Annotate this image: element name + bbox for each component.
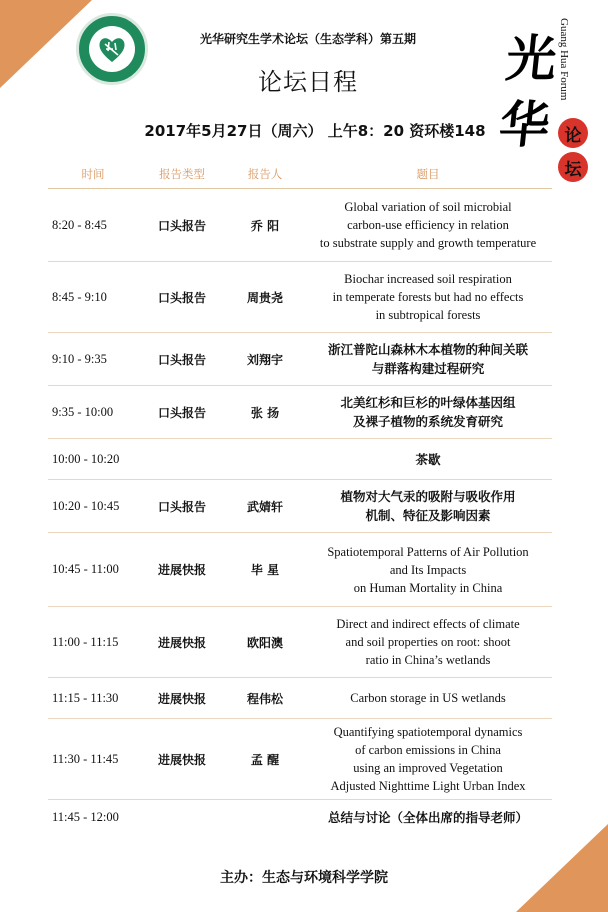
- topic-line: carbon-use efficiency in relation: [347, 218, 509, 232]
- topic-line: of carbon emissions in China: [355, 743, 501, 757]
- type-cell: 口头报告: [157, 290, 206, 305]
- organizer: 主办：生态与环境科学学院: [220, 870, 388, 886]
- table-header: [48, 160, 552, 189]
- topic-cell: [304, 723, 552, 795]
- topic-line: in temperate forests but had no effects: [332, 290, 524, 304]
- topic-line: and soil properties on root: shoot: [345, 635, 511, 649]
- time-cell: 11:15 - 11:30: [52, 690, 119, 705]
- type-cell: 口头报告: [157, 405, 206, 420]
- table-row: [48, 386, 552, 439]
- red-seal-icon: 论: [558, 118, 588, 148]
- topic-cell: [304, 393, 552, 431]
- leaf-heart-icon: [89, 26, 135, 72]
- time-cell: 10:45 - 11:00: [52, 562, 119, 576]
- topic-line: 机制、特征及影响因素: [365, 508, 491, 523]
- topic-cell: [304, 543, 552, 597]
- table-row: [48, 678, 552, 719]
- topic-cell: [304, 615, 552, 669]
- type-cell: 口头报告: [157, 218, 206, 233]
- header-type: 报告类型: [159, 167, 205, 181]
- calligraphy-title: 光 华: [496, 29, 560, 154]
- time-cell: 10:20 - 10:45: [52, 498, 120, 513]
- speaker-cell: 张 扬: [250, 405, 280, 420]
- topic-cell: [304, 689, 552, 707]
- topic-line: Spatiotemporal Patterns of Air Pollution: [327, 544, 529, 559]
- table-row: [48, 480, 552, 533]
- speaker-cell: 程伟松: [246, 691, 283, 706]
- topic-cell: [304, 487, 552, 525]
- topic-cell: [304, 270, 552, 324]
- type-cell: 口头报告: [157, 352, 206, 367]
- topic-line: Carbon storage in US wetlands: [350, 691, 506, 705]
- speaker-cell: 周贵尧: [246, 290, 283, 305]
- speaker-cell: 武婧轩: [246, 499, 283, 514]
- table-row: [48, 800, 552, 834]
- table-row: [48, 439, 552, 480]
- topic-line: in subtropical forests: [375, 308, 481, 322]
- time-cell: 11:30 - 11:45: [52, 751, 119, 766]
- table-row: [48, 533, 552, 607]
- topic-line: and Its Impacts: [389, 562, 467, 577]
- topic-cell: [304, 808, 552, 827]
- time-cell: 9:35 - 10:00: [52, 404, 114, 419]
- table-body: [48, 189, 552, 834]
- page-title: 论坛日程: [258, 68, 358, 96]
- type-cell: 进展快报: [157, 752, 206, 767]
- topic-cell: [304, 198, 552, 252]
- topic-line: Direct and indirect effects of climate: [336, 617, 520, 631]
- date-time-location: 2017年5月27日（周六） 上午8：20 资环楼148: [144, 122, 486, 140]
- red-seal-icon: 坛: [558, 152, 588, 182]
- time-cell: 9:10 - 9:35: [52, 351, 107, 366]
- topic-cell: [304, 340, 552, 378]
- topic-line: 总结与讨论（全体出席的指导老师）: [327, 809, 528, 825]
- header-time: 时间: [81, 167, 105, 181]
- schedule-table: [48, 160, 552, 834]
- time-cell: 11:45 - 12:00: [52, 809, 119, 824]
- type-cell: 进展快报: [157, 563, 206, 577]
- topic-line: Global variation of soil microbial: [344, 200, 512, 214]
- type-cell: 进展快报: [157, 635, 206, 650]
- topic-line: 浙江普陀山森林木本植物的种间关联: [327, 342, 528, 357]
- topic-line: on Human Mortality in China: [353, 580, 503, 595]
- table-row: [48, 333, 552, 386]
- topic-line: 与群落构建过程研究: [371, 361, 485, 376]
- topic-line: 茶歇: [415, 451, 441, 467]
- topic-line: 植物对大气汞的吸附与吸收作用: [340, 489, 516, 504]
- forum-subtitle: 光华研究生学术论坛（生态学科）第五期: [199, 32, 416, 46]
- brand-english-name: Guang Hua Forum: [558, 18, 570, 101]
- table-row: [48, 262, 552, 333]
- header-topic: 题目: [416, 167, 440, 181]
- time-cell: 11:00 - 11:15: [52, 634, 119, 649]
- speaker-cell: 乔 阳: [250, 218, 280, 233]
- time-cell: 8:45 - 9:10: [52, 289, 107, 304]
- time-cell: 10:00 - 10:20: [52, 451, 120, 466]
- topic-line: 及裸子植物的系统发育研究: [352, 414, 503, 429]
- college-logo: [76, 13, 148, 85]
- speaker-cell: 毕 星: [250, 563, 280, 577]
- topic-line: Adjusted Nighttime Light Urban Index: [330, 779, 526, 793]
- topic-line: using an improved Vegetation: [353, 761, 503, 775]
- topic-line: Biochar increased soil respiration: [344, 272, 512, 286]
- topic-line: ratio in China’s wetlands: [365, 653, 491, 667]
- topic-line: Quantifying spatiotemporal dynamics: [333, 725, 523, 739]
- type-cell: 进展快报: [157, 691, 206, 706]
- speaker-cell: 孟 醒: [250, 752, 280, 767]
- type-cell: 口头报告: [157, 499, 206, 514]
- speaker-cell: 刘翔宇: [246, 352, 283, 367]
- table-row: [48, 189, 552, 262]
- table-row: [48, 719, 552, 800]
- topic-line: to substrate supply and growth temperature: [319, 236, 537, 250]
- topic-line: 北美红杉和巨杉的叶绿体基因组: [340, 395, 516, 410]
- table-row: [48, 607, 552, 678]
- speaker-cell: 欧阳澳: [246, 635, 283, 650]
- topic-cell: [304, 450, 552, 469]
- time-cell: 8:20 - 8:45: [52, 217, 107, 232]
- header-speaker: 报告人: [247, 167, 283, 181]
